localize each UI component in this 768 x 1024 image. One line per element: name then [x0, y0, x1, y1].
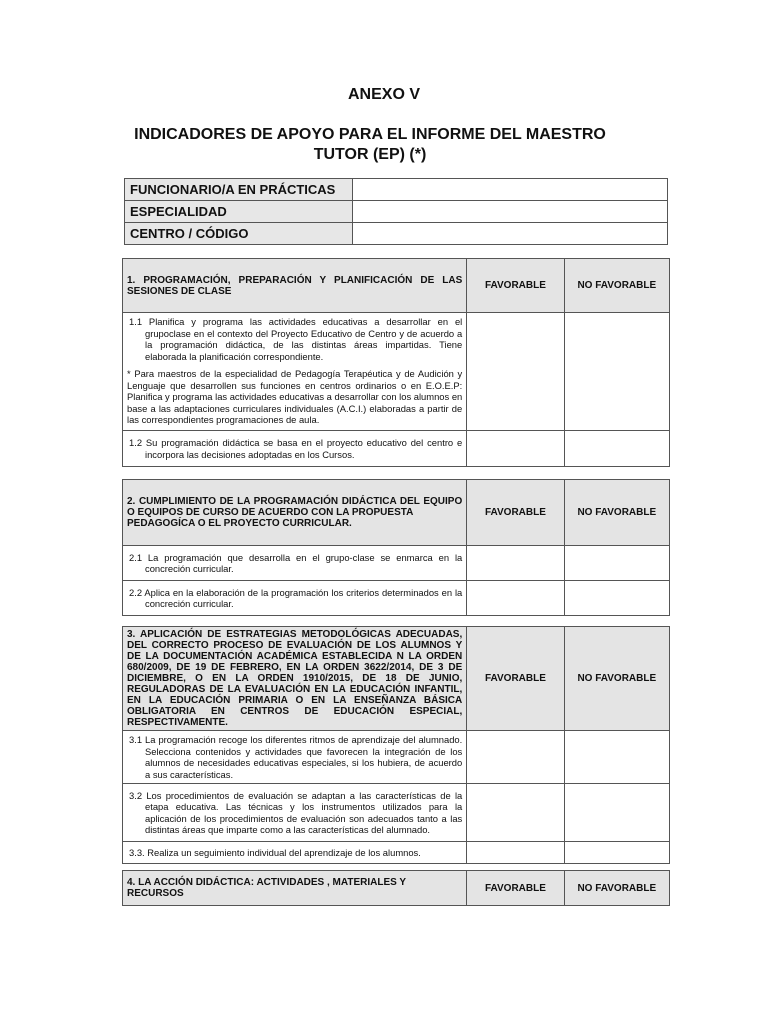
indicator-description: 1.1 Planifica y programa las actividades educativas a desarrollar en el grupoclase en el contexto del Proyecto Educativo de Centro y de acuerdo a la programación didáctica, de las distintas áreas impartidas. Tiene elaborada la planificación correspondiente. — [129, 316, 463, 362]
no-favorable-cell[interactable] — [564, 581, 669, 616]
indicator-text — [123, 731, 467, 784]
no-favorable-header: NO FAVORABLE — [564, 259, 669, 313]
section-4-table — [122, 870, 670, 906]
indicator-description: 1.2 Su programación didáctica se basa en el proyecto educativo del centro e incorpora las decisiones adoptadas en los Cursos. — [129, 437, 463, 460]
favorable-cell[interactable] — [467, 546, 564, 581]
section-2-table — [122, 479, 670, 616]
no-favorable-cell[interactable] — [564, 731, 669, 784]
indicator-text — [123, 784, 467, 842]
no-favorable-cell[interactable] — [564, 842, 669, 864]
section-heading: 3. APLICACIÓN DE ESTRATEGIAS METODOLÓGICAS ADECUADAS, DEL CORRECTO PROCESO DE EVALUACIÓN DE LOS ALUMNOS Y DE LA DOCUMENTACIÓN ACADÉMICA ESTABLECIDA N LA ORDEN 680/2009, DE 19 DE FEBRERO, EN LA ORDEN 3622/2014, DE 3 DE DICIEMBRE, O EN LA ORDEN 1910/2015, DE 18 DE JUNIO, REGULADORAS DE LA EVALUACIÓN EN LA EDUCACIÓN INFANTIL, EN LA EDUCACIÓN PRIMARIA O EN LA ENSEÑANZA BÁSICA OBLIGATORIA EN CENTROS DE EDUCACIÓN ESPECIAL, RESPECTIVAMENTE. — [123, 627, 467, 731]
section-heading: 1. PROGRAMACIÓN, PREPARACIÓN Y PLANIFICACIÓN DE LAS SESIONES DE CLASE — [123, 259, 467, 313]
favorable-cell[interactable] — [467, 313, 564, 431]
info-value-field[interactable] — [353, 179, 668, 201]
no-favorable-cell[interactable] — [564, 431, 669, 467]
no-favorable-header: NO FAVORABLE — [564, 480, 669, 546]
indicator-row — [123, 431, 670, 467]
favorable-cell[interactable] — [467, 581, 564, 616]
section-heading-line: PEDAGOGÍCA O EL PROYECTO CURRICULAR. — [127, 518, 352, 529]
section-header-row — [123, 871, 670, 906]
no-favorable-header: NO FAVORABLE — [564, 871, 669, 906]
section-header-row — [123, 480, 670, 546]
document-title: INDICADORES DE APOYO PARA EL INFORME DEL MAESTRO TUTOR (EP) (*) — [134, 126, 606, 163]
info-label: FUNCIONARIO/A EN PRÁCTICAS — [125, 179, 353, 201]
section-1-table — [122, 258, 670, 467]
indicator-description: 2.2 Aplica en la elaboración de la programación los criterios determinados en la concreción curricular. — [129, 586, 463, 609]
identification-table — [124, 178, 668, 245]
no-favorable-cell[interactable] — [564, 546, 669, 581]
info-row — [125, 201, 668, 223]
indicator-row — [123, 731, 670, 784]
info-value-field[interactable] — [353, 223, 668, 245]
indicator-note: * Para maestros de la especialidad de Pedagogía Terapéutica y de Audición y Lenguaje que desarrollen sus funciones en centros ordinarios o en E.O.E.P: Planifica y programa las actividades educativas a desarrollar con los alumnos en base a las adaptaciones curriculares individuales (A.C.I.) elaboradas a partir de las correspondientes programaciones de aula. — [127, 368, 463, 425]
annex-title: ANEXO V — [347, 86, 420, 103]
section-3-table — [122, 626, 670, 864]
indicator-row — [123, 842, 670, 864]
info-label: CENTRO / CÓDIGO — [125, 223, 353, 245]
indicator-row — [123, 313, 670, 431]
favorable-cell[interactable] — [467, 784, 564, 842]
favorable-cell[interactable] — [467, 842, 564, 864]
favorable-header: FAVORABLE — [467, 480, 564, 546]
no-favorable-header: NO FAVORABLE — [564, 627, 669, 731]
indicator-row — [123, 581, 670, 616]
favorable-header: FAVORABLE — [467, 871, 564, 906]
favorable-cell[interactable] — [467, 731, 564, 784]
section-heading — [123, 480, 467, 546]
indicator-text — [123, 546, 467, 581]
info-label: ESPECIALIDAD — [125, 201, 353, 223]
indicator-text — [123, 313, 467, 431]
favorable-header: FAVORABLE — [467, 627, 564, 731]
indicator-description: 3.1 La programación recoge los diferentes ritmos de aprendizaje del alumnado. Selecciona contenidos y actividades que favorecen la integración de los alumnos de necesidades educativas especiales, si los hubiera, de acuerdo a sus características. — [129, 734, 463, 780]
info-row — [125, 179, 668, 201]
section-header-row — [123, 259, 670, 313]
no-favorable-cell[interactable] — [564, 784, 669, 842]
indicator-description: 3.3. Realiza un seguimiento individual del aprendizaje de los alumnos. — [129, 846, 421, 858]
section-header-row — [123, 627, 670, 731]
indicator-description: 3.2 Los procedimientos de evaluación se adaptan a las características de la etapa educativa. Las técnicas y los instrumentos utilizados para la aplicación de los procedimientos de evaluación son adecuados tanto a las distintas áreas que imparte como a las características del alumnado. — [129, 789, 463, 835]
no-favorable-cell[interactable] — [564, 313, 669, 431]
info-row — [125, 223, 668, 245]
indicator-description: 2.1 La programación que desarrolla en el grupo-clase se enmarca en la concreción curricular. — [129, 551, 463, 574]
indicator-row — [123, 784, 670, 842]
favorable-cell[interactable] — [467, 431, 564, 467]
info-value-field[interactable] — [353, 201, 668, 223]
indicator-row — [123, 546, 670, 581]
section-heading-line: 2. CUMPLIMIENTO DE LA PROGRAMACIÓN DIDÁCTICA DEL EQUIPO O EQUIPOS DE CURSO DE ACUERDO CON LA PROPUESTA — [127, 496, 463, 518]
favorable-header: FAVORABLE — [467, 259, 564, 313]
indicator-text — [123, 842, 467, 864]
section-heading: 4. LA ACCIÓN DIDÁCTICA: ACTIVIDADES , MATERIALES Y RECURSOS — [123, 871, 467, 906]
indicator-text — [123, 431, 467, 467]
indicator-text — [123, 581, 467, 616]
